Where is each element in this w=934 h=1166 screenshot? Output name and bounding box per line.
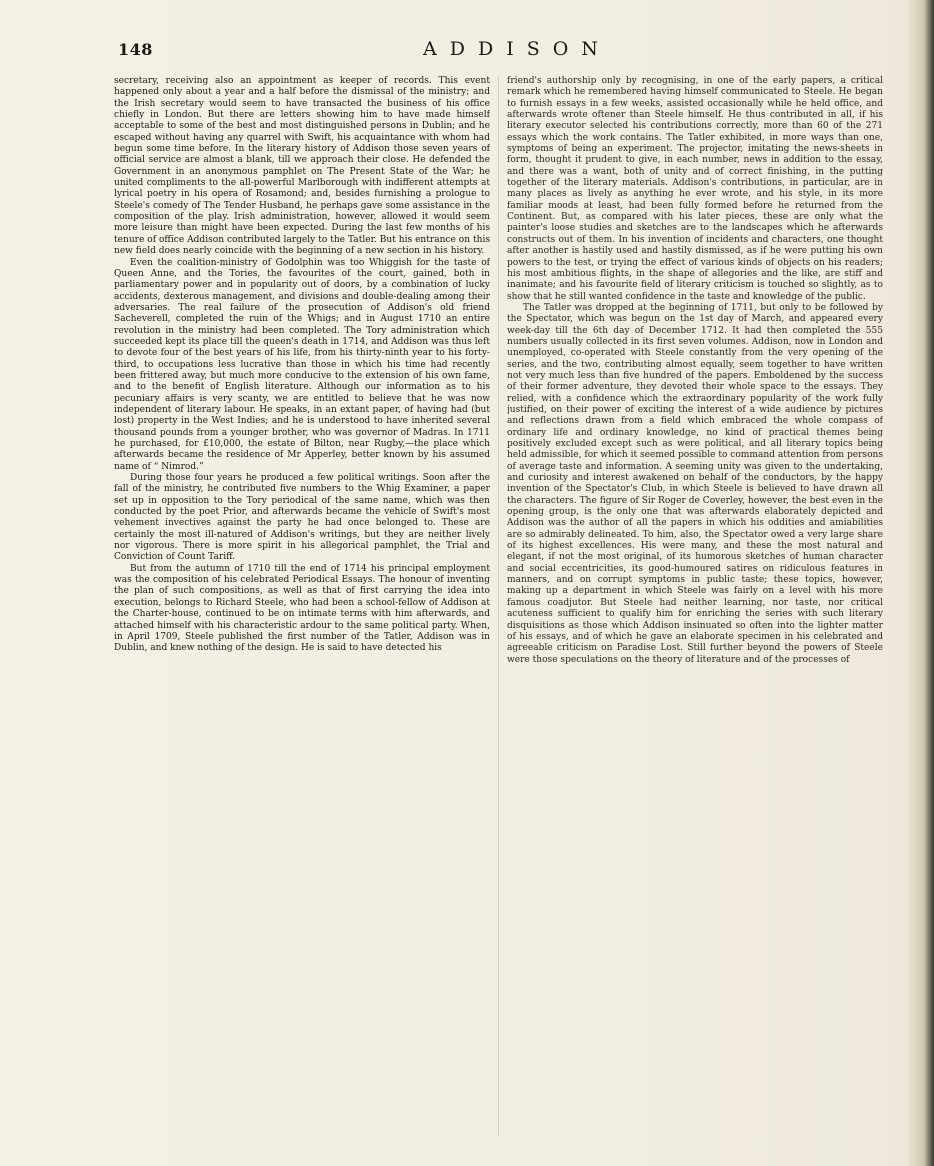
page-number: 148 xyxy=(118,40,153,59)
paragraph: secretary, receiving also an appointment as keeper of records. This event happened only about a year and a half before the dismissal of the ministry; and the Irish secretary would seem to have transacted the business of his office chiefly in London. But there are letters showing him to have made himself acceptable to some of the best and most distinguished persons in Dublin; and he escaped without having any quarrel with Swift, his acquaintance with whom had begun some time before. In the literary history of Addison those seven years of official service are almost a blank, till we approach their close. He defended the Government in an anonymous pamphlet on The Present State of the War; he united compliments to the all-powerful Marlborough with indifferent attempts at lyrical poetry in his opera of Rosamond; and, besides furnishing a prologue to Steele's comedy of The Tender Husband, he perhaps gave some assistance in the composition of the play. Irish administration, however, allowed it would seem more leisure than might have been expected. During the last few months of his tenure of office Addison contributed largely to the Tatler. But his entrance on this new field does nearly coincide with the beginning of a new section in his history. xyxy=(114,76,490,257)
paragraph: But from the autumn of 1710 till the end of 1714 his principal employment was the composition of his celebrated Periodical Essays. The honour of inventing the plan of such compositions, as well as that of first carrying the idea into execution, belongs to Richard Steele, who had been a school-fellow of Addison at the Charter-house, continued to be on intimate terms with him afterwards, and attached himself with his characteristic ardour to the same political party. When, in April 1709, Steele published the first number of the Tatler, Addison was in Dublin, and knew nothing of the design. He is said to have detected his xyxy=(114,563,490,654)
right-column xyxy=(507,76,883,1146)
column-divider xyxy=(498,76,499,1136)
running-title: ADDISON xyxy=(423,38,611,60)
page-header xyxy=(118,40,868,70)
paragraph: Even the coalition-ministry of Godolphin was too Whiggish for the taste of Queen Anne, and the Tories, the favourites of the court, gained, both in parliamentary power and in popularity out of doors, by a combination of lucky accidents, dexterous management, and divisions and double-dealing among their adversaries. The real failure of the prosecution of Addison's old friend Sacheverell, completed the ruin of the Whigs; and in August 1710 an entire revolution in the ministry had been completed. The Tory administration which succeeded kept its place till the queen's death in 1714, and Addison was thus left to devote four of the best years of his life, from his thirty-ninth year to his forty-third, to occupations less lucrative than those in which his time had recently been frittered away, but much more conducive to the extension of his own fame, and to the benefit of English literature. Although our information as to his pecuniary affairs is very scanty, we are entitled to believe that he was now independent of literary labour. He speaks, in an extant paper, of having had (but lost) property in the West Indies; and he is understood to have inherited several thousand pounds from a younger brother, who was governor of Madras. In 1711 he purchased, for £10,000, the estate of Bilton, near Rugby,—the place which afterwards became the residence of Mr Apperley, better known by his assumed name of “ Nimrod.” xyxy=(114,257,490,472)
page-binding-edge xyxy=(908,0,934,1166)
paragraph: friend's authorship only by recognising, in one of the early papers, a critical remark which he remembered having himself communicated to Steele. He began to furnish essays in a few weeks, assisted occasionally while he held office, and afterwards wrote oftener than Steele himself. He thus contributed in all, if his literary executor selected his contributions correctly, more than 60 of the 271 essays which the work contains. The Tatler exhibited, in more ways than one, symptoms of being an experiment. The projector, imitating the news-sheets in form, thought it prudent to give, in each number, news in addition to the essay, and there was a want, both of unity and of correct finishing, in the putting together of the literary materials. Addison's contributions, in particular, are in many places as lively as anything he ever wrote, and his style, in its more familiar moods at least, had been fully formed before he returned from the Continent. But, as compared with his later pieces, these are only what the painter's loose studies and sketches are to the landscapes which he afterwards constructs out of them. In his invention of incidents and characters, one thought after another is hastily used and hastily dismissed, as if he were putting his own powers to the test, or trying the effect of various kinds of objects on his readers; his most ambitious flights, in the shape of allegories and the like, are stiff and inanimate; and his favourite field of literary criticism is touched so slightly, as to show that he still wanted confidence in the taste and knowledge of the public. xyxy=(507,76,883,302)
paragraph: During those four years he produced a few political writings. Soon after the fall of the ministry, he contributed five numbers to the Whig Examiner, a paper set up in opposition to the Tory periodical of the same name, which was then conducted by the poet Prior, and afterwards became the vehicle of Swift's most vehement invectives against the party he had once belonged to. These are certainly the most ill-natured of Addison's writings, but they are neither lively nor vigorous. There is more spirit in his allegorical pamphlet, the Trial and Conviction of Count Tariff. xyxy=(114,473,490,563)
left-column xyxy=(114,76,490,1146)
paragraph: The Tatler was dropped at the beginning of 1711, but only to be followed by the Spectator, which was begun on the 1st day of March, and appeared every week-day till the 6th day of December 1712. It had then completed the 555 numbers usually collected in its first seven volumes. Addison, now in London and unemployed, co-operated with Steele constantly from the very opening of the series, and the two, contributing almost equally, seem together to have written not very much less than five hundred of the papers. Emboldened by the success of their former adventure, they devoted their whole space to the essays. They relied, with a confidence which the extraordinary popularity of the work fully justified, on their power of exciting the interest of a wide audience by pictures and reflections drawn from a field which embraced the whole compass of ordinary life and ordinary knowledge, no kind of practical themes being positively excluded except such as were political, and all literary topics being held admissible, for which it seemed possible to command attention from persons of average taste and information. A seeming unity was given to the undertaking, and curiosity and interest awakened on behalf of the conductors, by the happy invention of the Spectator's Club, in which Steele is believed to have drawn all the characters. The figure of Sir Roger de Coverley, however, the best even in the opening group, is the only one that was afterwards elaborately depicted and Addison was the author of all the papers in which his oddities and amiabilities are so admirably delineated. To him, also, the Spectator owed a very large share of its highest excellences. His were many, and these the most natural and elegant, if not the most original, of its humorous sketches of human character and social eccentricities, its good-humoured satires on ridiculous features in manners, and on corrupt symptoms in public taste; these topics, however, making up a department in which Steele was fairly on a level with his more famous coadjutor. But Steele had neither learning, nor taste, nor critical acuteness sufficient to qualify him for enriching the series with such literary disquisitions as those which Addison insinuated so often into the lighter matter of his essays, and of which he gave an elaborate specimen in his celebrated and agreeable criticism on Paradise Lost. Still further beyond the powers of Steele were those speculations on the theory of literature and of the processes of xyxy=(507,302,883,665)
